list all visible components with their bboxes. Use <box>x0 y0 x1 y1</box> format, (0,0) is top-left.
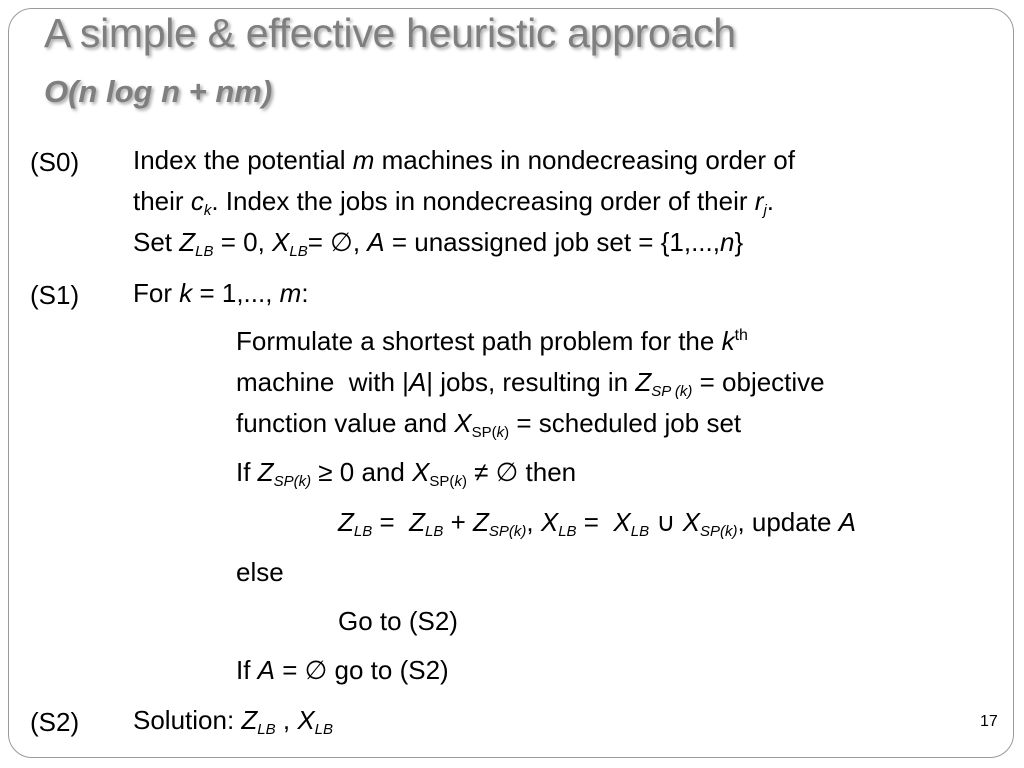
s1-else-line: else <box>236 557 284 587</box>
s1-update-line: $Z_{LB} = Z_{LB} + Z_{SP(k)}$, $X_{LB} = X_{LB}$ ∪ $X_{SP(k)}$, update A <box>338 507 856 540</box>
s1-formulate-line-3: function value and $X_{SP(k)}$ = scheduled job set <box>236 408 742 441</box>
s2-solution-line: Solution: $Z_{LB}$ , $X_{LB}$ <box>133 705 334 738</box>
step-label-s0: (S0) <box>30 147 80 177</box>
s1-if-empty-line: If A = ∅ go to (S2) <box>236 655 449 685</box>
page-number: 17 <box>980 713 998 730</box>
s0-line-1: Index the potential m machines in nondecreasing order of <box>133 145 795 175</box>
s1-for-line: For k = 1,..., m: <box>133 278 309 308</box>
slide-subtitle: O(n log n + nm) <box>44 74 273 109</box>
slide-title: A simple & effective heuristic approach <box>44 10 736 56</box>
s1-formulate-line-2: machine with |A| jobs, resulting in $Z_{SP (k)}$ = objective <box>236 367 825 400</box>
s0-line-3: Set $Z_{LB} = 0$, $X_{LB}=$ ∅, A = unassigned job set = {1,...,n} <box>133 227 744 260</box>
s1-if-line: If $Z_{SP(k)} \ge 0$ and $X_{SP(k)}$ ≠ ∅ then <box>236 457 577 490</box>
s0-line-2: their $c_k$. Index the jobs in nondecreasing order of their $r_j$. <box>133 186 775 219</box>
step-label-s2: (S2) <box>30 707 80 737</box>
s1-goto-line: Go to (S2) <box>338 606 458 636</box>
s1-formulate-line-1: Formulate a shortest path problem for the $k^{th}$ <box>236 326 748 356</box>
step-label-s1: (S1) <box>30 280 80 310</box>
